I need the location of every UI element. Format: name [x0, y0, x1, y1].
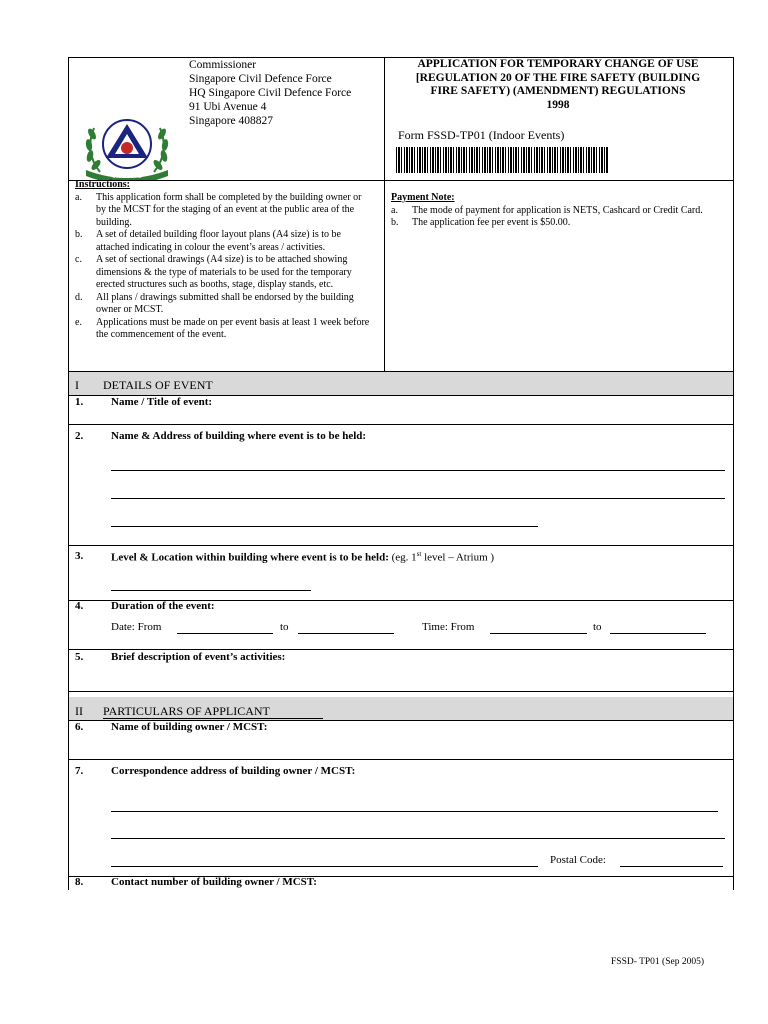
- q2-answer-line-2[interactable]: [111, 498, 725, 499]
- q7-number: 7.: [75, 765, 84, 777]
- item-text: This application form shall be completed by the building owner or by the MCST for the staging of an event at the public area of the building.: [96, 191, 362, 228]
- section2-title-underline: [103, 718, 323, 719]
- q3-example-prefix: (eg. 1: [391, 551, 417, 564]
- scdf-crest-logo: [78, 112, 176, 180]
- q5-label: Brief description of event’s activities:: [111, 651, 286, 663]
- commissioner-address: [189, 58, 351, 128]
- rule: [69, 649, 733, 650]
- q4-date-from-field[interactable]: [177, 633, 273, 634]
- q4-date-label: Date: From: [111, 621, 162, 633]
- address-line: Commissioner: [189, 59, 257, 71]
- q5-number: 5.: [75, 651, 84, 663]
- q7-label: Correspondence address of building owner / MCST:: [111, 765, 356, 777]
- barcode: [396, 147, 608, 173]
- item-letter: c.: [75, 254, 82, 265]
- instructions-heading: Instructions:: [75, 179, 131, 190]
- item-letter: e.: [75, 316, 82, 328]
- q4-number: 4.: [75, 600, 84, 612]
- q3-example-suffix: level – Atrium ): [421, 551, 495, 564]
- q3-answer-line[interactable]: [111, 590, 311, 591]
- payment-note-block: [391, 192, 729, 230]
- svg-text:SINGAPORE: SINGAPORE: [112, 174, 142, 180]
- q7-answer-line-2[interactable]: [111, 838, 725, 839]
- q3-number: 3.: [75, 550, 84, 562]
- instruction-item: [75, 254, 373, 292]
- q2-label: Name & Address of building where event is to be held:: [111, 430, 367, 442]
- q4-time-label: Time: From: [422, 621, 475, 633]
- payment-heading: Payment Note:: [391, 192, 455, 203]
- section1-title: DETAILS OF EVENT: [103, 378, 213, 392]
- q4-date-to-field[interactable]: [298, 633, 394, 634]
- q4-time-to-field[interactable]: [610, 633, 706, 634]
- item-letter: a.: [391, 204, 398, 216]
- q7-answer-line-1[interactable]: [111, 811, 718, 812]
- payment-item: [391, 217, 729, 230]
- instruction-item: [75, 317, 373, 342]
- item-letter: a.: [75, 191, 82, 203]
- q3-example-sup: st: [416, 550, 422, 558]
- instruction-item: [75, 229, 373, 254]
- q3-label-row: [111, 550, 494, 564]
- q2-answer-line-1[interactable]: [111, 470, 725, 471]
- section2-roman: II: [75, 704, 83, 718]
- address-line: Singapore Civil Defence Force: [189, 73, 332, 85]
- section2-title: PARTICULARS OF APPLICANT: [103, 704, 270, 718]
- address-line: HQ Singapore Civil Defence Force: [189, 87, 352, 99]
- title-line: APPLICATION FOR TEMPORARY CHANGE OF USE: [417, 58, 699, 70]
- q8-label: Contact number of building owner / MCST:: [111, 876, 317, 888]
- q3-label: Level & Location within building where event is to be held:: [111, 551, 389, 564]
- item-letter: b.: [391, 217, 399, 228]
- header-divider: [384, 58, 385, 371]
- q2-number: 2.: [75, 430, 84, 442]
- item-letter: b.: [75, 229, 83, 240]
- address-line: Singapore 408827: [189, 115, 274, 127]
- q4-time-to-label: to: [593, 621, 602, 633]
- rule: [69, 759, 733, 760]
- footer-form-ref: FSSD- TP01 (Sep 2005): [611, 957, 704, 967]
- instruction-item: [75, 192, 373, 230]
- q2-answer-line-3[interactable]: [111, 526, 538, 527]
- q8-number: 8.: [75, 876, 84, 888]
- q7-postal-label: Postal Code:: [550, 854, 606, 866]
- q4-label: Duration of the event:: [111, 600, 215, 612]
- item-letter: d.: [75, 291, 83, 303]
- q6-number: 6.: [75, 721, 84, 733]
- instruction-item: [75, 292, 373, 317]
- rule: [69, 424, 733, 425]
- q4-time-from-field[interactable]: [490, 633, 587, 634]
- item-text: A set of sectional drawings (A4 size) is to be attached showing dimensions & the type of materials to be used for the temporary erected structures such as booths, stage, display stands, etc.: [96, 254, 352, 290]
- q7-answer-line-3[interactable]: [111, 866, 538, 867]
- q7-postal-field[interactable]: [620, 866, 723, 867]
- q4-date-to-label: to: [280, 621, 289, 633]
- q6-label: Name of building owner / MCST:: [111, 721, 268, 733]
- payment-item: [391, 205, 729, 218]
- section1-roman: I: [75, 378, 79, 392]
- item-text: All plans / drawings submitted shall be endorsed by the building owner or MCST.: [96, 291, 354, 315]
- instructions-block: [75, 179, 373, 342]
- title-line: 1998: [546, 98, 570, 111]
- item-text: Applications must be made on per event basis at least 1 week before the commencement of the event.: [96, 316, 370, 340]
- form-title: [388, 58, 728, 112]
- address-line: 91 Ubi Avenue 4: [189, 101, 267, 113]
- item-text: The application fee per event is $50.00.: [412, 217, 571, 228]
- item-text: A set of detailed building floor layout plans (A4 size) is to be attached indicating in colour the event’s areas / activities.: [96, 229, 341, 253]
- title-line: FIRE SAFETY) (AMENDMENT) REGULATIONS: [430, 85, 686, 97]
- rule: [69, 545, 733, 546]
- q1-label: Name / Title of event:: [111, 396, 213, 408]
- item-text: The mode of payment for application is NETS, Cashcard or Credit Card.: [412, 204, 703, 216]
- title-line: [REGULATION 20 OF THE FIRE SAFETY (BUILDING: [415, 71, 701, 84]
- form-code: Form FSSD-TP01 (Indoor Events): [398, 128, 565, 142]
- rule: [69, 691, 733, 692]
- q1-number: 1.: [75, 396, 84, 408]
